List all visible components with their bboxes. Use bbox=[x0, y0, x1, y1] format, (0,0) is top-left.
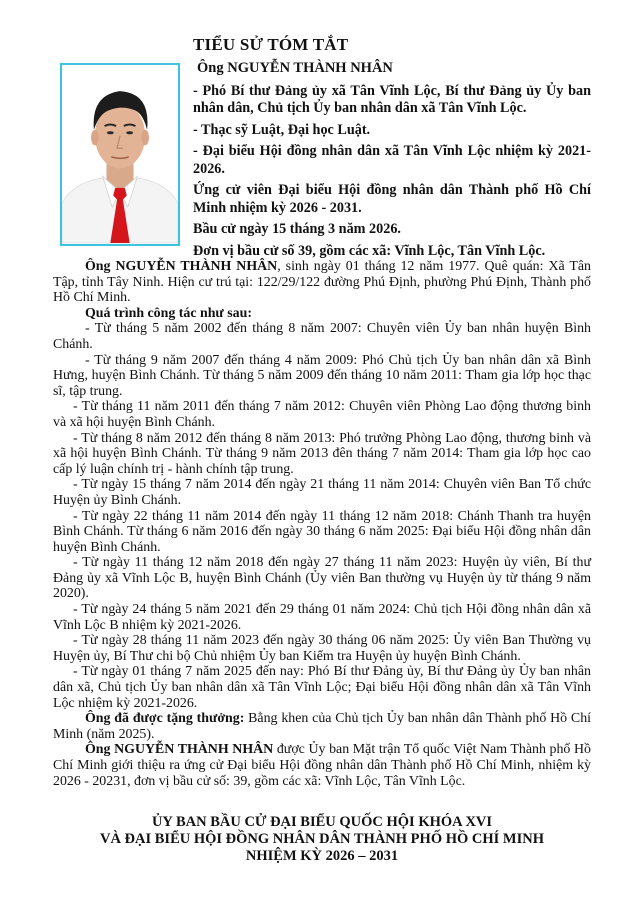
summary-line: Đơn vị bầu cử số 39, gồm các xã: Vĩnh Lộc, Tân Vĩnh Lộc. bbox=[193, 242, 546, 259]
footer-line: VÀ ĐẠI BIỂU HỘI ĐỒNG NHÂN DÂN THÀNH PHỐ HỒ CHÍ MINH bbox=[99, 831, 545, 847]
biography-body bbox=[53, 259, 591, 789]
nomination-name: Ông NGUYỄN THÀNH NHÂN bbox=[85, 742, 274, 758]
portrait-image-icon bbox=[62, 65, 178, 244]
career-item: - Từ tháng 8 năm 2012 đến tháng 8 năm 2013: Phó trưởng Phòng Lao động, thương binh và xã hội huyện Bình Chánh. Từ tháng 9 năm 2013 đên tháng 7 năm 2014: Tham gia lớp học cao cấp lý luận chính trị - hành chính tập trung. bbox=[53, 430, 591, 477]
summary-line: - Thạc sỹ Luật, Đại học Luật. bbox=[193, 121, 371, 138]
summary-line: Ứng cử viên Đại biểu Hội đồng nhân dân Thành phố Hồ Chí Minh nhiệm kỳ 2026 - 2031. bbox=[193, 182, 591, 216]
awards-paragraph bbox=[53, 711, 591, 742]
candidate-portrait bbox=[60, 63, 180, 246]
election-committee-signature bbox=[53, 814, 591, 865]
nomination-text: được Ủy ban Mặt trận Tổ quốc Việt Nam Thành phố Hồ Chí Minh giới thiệu ra ứng cử Đại biểu Hội đồng nhân dân Thành phố Hồ Chí Minh, nhiệm kỳ 2026 - 20231, đơn vị bầu cử số: 39, gồm các xã: Vĩnh Lộc, Tân Vĩnh Lộc. bbox=[53, 742, 591, 789]
career-item: - Từ ngày 15 tháng 7 năm 2014 đến ngày 21 tháng 11 năm 2014: Chuyên viên Ban Tổ chức Huyện ủy Bình Chánh. bbox=[53, 477, 591, 508]
intro-text: , sinh ngày 01 tháng 12 năm 1977. Quê quán: Xã Tân Tập, tỉnh Tây Ninh. Hiện cư trú tại: 122/29/122 đường Phú Định, phường Phú Định, Thành phố Hồ Chí Minh. bbox=[53, 259, 591, 306]
intro-paragraph bbox=[53, 259, 591, 306]
summary-line: - Phó Bí thư Đảng ủy xã Tân Vĩnh Lộc, Bí thư Đảng ủy Ủy ban nhân dân, Chủ tịch Ủy ban nhân dân xã Tân Vĩnh Lộc. bbox=[193, 82, 591, 116]
awards-label: Ông đã được tặng thưởng: bbox=[85, 711, 245, 727]
summary-line: Bầu cử ngày 15 tháng 3 năm 2026. bbox=[193, 221, 401, 237]
career-item: - Từ tháng 9 năm 2007 đến tháng 4 năm 2009: Phó Chủ tịch Ủy ban nhân dân xã Bình Hưng, huyện Bình Chánh. Từ tháng 5 năm 2009 đến tháng 10 năm 2011: Tham gia lớp học thạc sĩ, tập trung. bbox=[53, 352, 591, 399]
footer-line: ỦY BAN BẦU CỬ ĐẠI BIỂU QUỐC HỘI KHÓA XVI bbox=[151, 814, 493, 830]
career-heading: Quá trình công tác như sau: bbox=[85, 305, 252, 321]
career-list bbox=[53, 321, 591, 711]
career-item: - Từ ngày 01 tháng 7 năm 2025 đến nay: Phó Bí thư Đảng ủy, Bí thư Đảng ủy Ủy ban nhân dân xã, Chủ tịch Ủy ban nhân dân xã Tân Vĩnh Lộc; Đại biểu Hội đồng nhân dân xã Tân Vĩnh Lộc nhiệm kỳ 2021-2026. bbox=[53, 664, 591, 711]
candidate-name: Ông NGUYỄN THÀNH NHÂN bbox=[197, 60, 393, 76]
nomination-paragraph bbox=[53, 742, 591, 789]
candidate-summary bbox=[193, 60, 591, 264]
career-item: - Từ ngày 24 tháng 5 năm 2021 đến 29 tháng 01 năm 2024: Chủ tịch Hội đồng nhân dân xã Vĩnh Lộc B nhiệm kỳ 2021-2026. bbox=[53, 602, 591, 633]
awards-text: Bằng khen của Chủ tịch Ủy ban nhân dân Thành phố Hồ Chí Minh (năm 2025). bbox=[53, 711, 591, 742]
career-item: - Từ tháng 11 năm 2011 đến tháng 7 năm 2012: Chuyên viên Phòng Lao động thương binh và xã hội huyện Bình Chánh. bbox=[53, 399, 591, 430]
career-item: - Từ tháng 5 năm 2002 đến tháng 8 năm 2007: Chuyên viên Ủy ban nhân huyện Bình Chánh. bbox=[53, 321, 591, 352]
document-title: TIỂU SỬ TÓM TẮT bbox=[193, 35, 349, 54]
summary-line: - Đại biểu Hội đồng nhân dân xã Tân Vĩnh Lộc nhiệm kỳ 2021-2026. bbox=[193, 143, 591, 177]
intro-name: Ông NGUYỄN THÀNH NHÂN bbox=[85, 259, 278, 274]
career-item: - Từ ngày 11 tháng 12 năm 2018 đến ngày 27 tháng 11 năm 2023: Huyện ủy viên, Bí thư Đảng ủy xã Vĩnh Lộc B, huyện Bình Chánh (Ủy viên Ban thường vụ Huyện ủy từ tháng 9 năm 2020). bbox=[53, 555, 591, 602]
career-item: - Từ ngày 28 tháng 11 năm 2023 đến ngày 30 tháng 06 năm 2025: Ủy viên Ban Thường vụ Huyện ủy, Bí Thư chi bộ Chủ nhiệm Ủy ban Kiểm tra Huyện ủy huyện Bình Chánh. bbox=[53, 633, 591, 664]
career-item: - Từ ngày 22 tháng 11 năm 2014 đến ngày 11 tháng 12 năm 2018: Chánh Thanh tra huyện Bình Chánh. Từ tháng 6 năm 2016 đến ngày 30 tháng 6 năm 2025: Đại biểu Hội đồng nhân dân huyện Bình Chánh. bbox=[53, 508, 591, 555]
footer-line: NHIỆM KỲ 2026 – 2031 bbox=[245, 848, 399, 864]
